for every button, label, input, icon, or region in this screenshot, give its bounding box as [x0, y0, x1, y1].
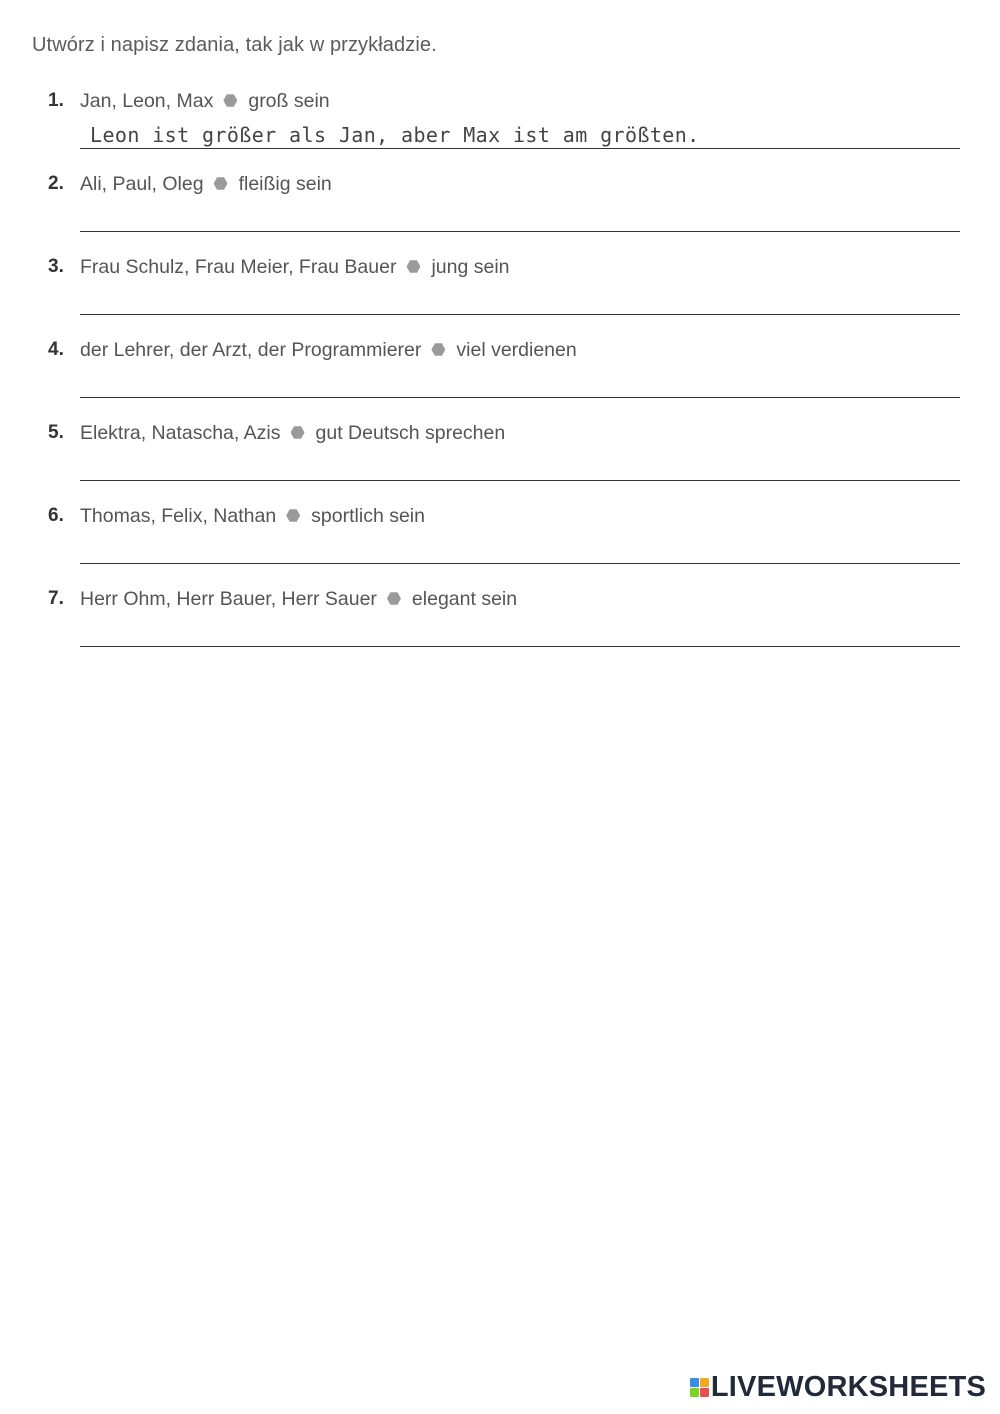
exercise-item-4 — [0, 339, 1000, 423]
brand-name: LIVEWORKSHEETS — [710, 1371, 986, 1403]
item-phrase: jung sein — [431, 256, 510, 278]
instruction-text: Utwórz i napisz zdania, tak jak w przykładzie. — [32, 34, 437, 56]
item-subjects: Elektra, Natascha, Azis — [80, 422, 281, 444]
item-subjects: Thomas, Felix, Nathan — [80, 505, 277, 527]
item-phrase: viel verdienen — [456, 339, 577, 361]
logo-tile-i — [700, 1378, 709, 1387]
exercise-item-2 — [0, 173, 1000, 257]
hexagon-bullet-icon — [291, 426, 305, 440]
answer-field[interactable] — [80, 292, 960, 315]
answer-field[interactable] — [80, 123, 960, 149]
answer-field[interactable] — [80, 541, 960, 564]
item-number: 3. — [48, 256, 64, 277]
hexagon-bullet-icon — [406, 260, 420, 274]
item-prompt — [80, 588, 517, 611]
hexagon-bullet-icon — [214, 177, 228, 191]
exercise-item-6 — [0, 505, 1000, 589]
item-subjects: Frau Schulz, Frau Meier, Frau Bauer — [80, 256, 397, 278]
logo-tile-l — [690, 1378, 699, 1387]
hexagon-bullet-icon — [431, 343, 445, 357]
item-number: 1. — [48, 90, 64, 111]
answer-field[interactable] — [80, 375, 960, 398]
item-phrase: gut Deutsch sprechen — [315, 422, 506, 444]
answer-field[interactable] — [80, 624, 960, 647]
item-phrase: elegant sein — [411, 588, 518, 610]
liveworksheets-logo-icon — [690, 1378, 709, 1397]
exercise-item-5 — [0, 422, 1000, 506]
item-phrase: sportlich sein — [311, 505, 425, 527]
item-number: 2. — [48, 173, 64, 194]
item-phrase: groß sein — [248, 90, 330, 112]
hexagon-bullet-icon — [223, 94, 237, 108]
item-phrase: fleißig sein — [238, 173, 332, 195]
item-number: 5. — [48, 422, 64, 443]
exercise-item-3 — [0, 256, 1000, 340]
answer-field[interactable] — [80, 458, 960, 481]
logo-tile-v — [690, 1388, 699, 1397]
logo-tile-e — [700, 1388, 709, 1397]
item-prompt — [80, 422, 505, 445]
item-prompt — [80, 505, 425, 528]
hexagon-bullet-icon — [286, 509, 300, 523]
item-number: 4. — [48, 339, 64, 360]
hexagon-bullet-icon — [387, 592, 401, 606]
item-subjects: Jan, Leon, Max — [80, 90, 214, 112]
liveworksheets-brand — [690, 1371, 986, 1404]
item-subjects: der Lehrer, der Arzt, der Programmierer — [80, 339, 422, 361]
exercise-item-7 — [0, 588, 1000, 672]
item-number: 7. — [48, 588, 64, 609]
answer-field[interactable] — [80, 209, 960, 232]
item-number: 6. — [48, 505, 64, 526]
item-prompt — [80, 90, 330, 113]
item-prompt — [80, 256, 510, 279]
answer-text: Leon ist größer als Jan, aber Max ist am größten. — [90, 123, 700, 147]
item-subjects: Herr Ohm, Herr Bauer, Herr Sauer — [80, 588, 377, 610]
item-prompt — [80, 173, 332, 196]
exercise-item-1 — [0, 90, 1000, 174]
item-prompt — [80, 339, 577, 362]
item-subjects: Ali, Paul, Oleg — [80, 173, 204, 195]
